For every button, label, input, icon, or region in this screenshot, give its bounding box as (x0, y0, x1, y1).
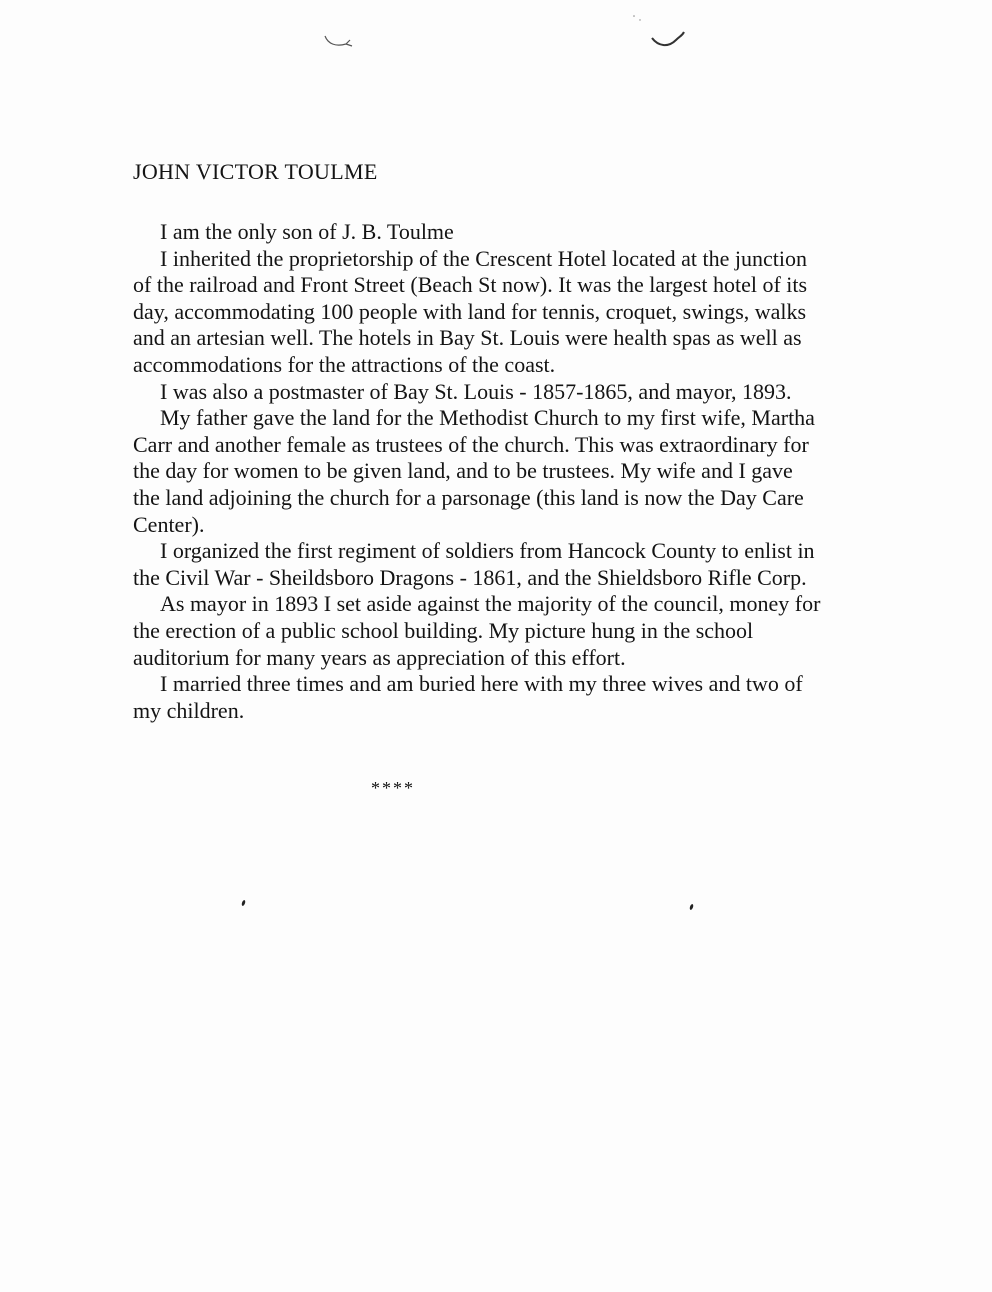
body-line: of the railroad and Front Street (Beach St now). It was the largest hotel of its (133, 272, 808, 298)
body-line: I inherited the proprietorship of the Crescent Hotel located at the junction (160, 245, 807, 271)
body-line: the day for women to be given land, and to be trustees. My wife and I gave (133, 458, 793, 484)
scan-speck-right (689, 904, 694, 911)
scan-mark-top-right (630, 12, 690, 57)
document-body (133, 219, 883, 724)
body-line: the erection of a public school building. My picture hung in the school (133, 617, 754, 643)
body-line: my children. (133, 697, 245, 723)
body-line: the Civil War - Sheildsboro Dragons - 1861, and the Shieldsboro Rifle Corp. (133, 564, 807, 590)
body-line: I am the only son of J. B. Toulme (160, 219, 454, 244)
body-line: and an artesian well. The hotels in Bay St. Louis were health spas as well as (133, 325, 802, 351)
document-title: JOHN VICTOR TOULME (133, 159, 378, 184)
body-line: Carr and another female as trustees of the church. This was extraordinary for (133, 431, 809, 457)
body-line: I was also a postmaster of Bay St. Louis - 1857-1865, and mayor, 1893. (160, 378, 792, 404)
section-separator: **** (371, 778, 415, 798)
body-line: I married three times and am buried here with my three wives and two of (160, 671, 803, 697)
body-line: the land adjoining the church for a parsonage (this land is now the Day Care (133, 484, 804, 510)
scan-speck-left (241, 900, 246, 907)
body-line: auditorium for many years as appreciation of this effort. (133, 644, 626, 670)
body-line: day, accommodating 100 people with land for tennis, croquet, swings, walks (133, 298, 807, 324)
body-line: Center). (133, 511, 205, 537)
body-line: As mayor in 1893 I set aside against the majority of the council, money for (160, 591, 821, 617)
scan-mark-top-left (322, 30, 362, 52)
body-line: accommodations for the attractions of the coast. (133, 351, 556, 377)
body-line: I organized the first regiment of soldiers from Hancock County to enlist in (160, 538, 815, 564)
body-line: My father gave the land for the Methodist Church to my first wife, Martha (160, 405, 815, 431)
